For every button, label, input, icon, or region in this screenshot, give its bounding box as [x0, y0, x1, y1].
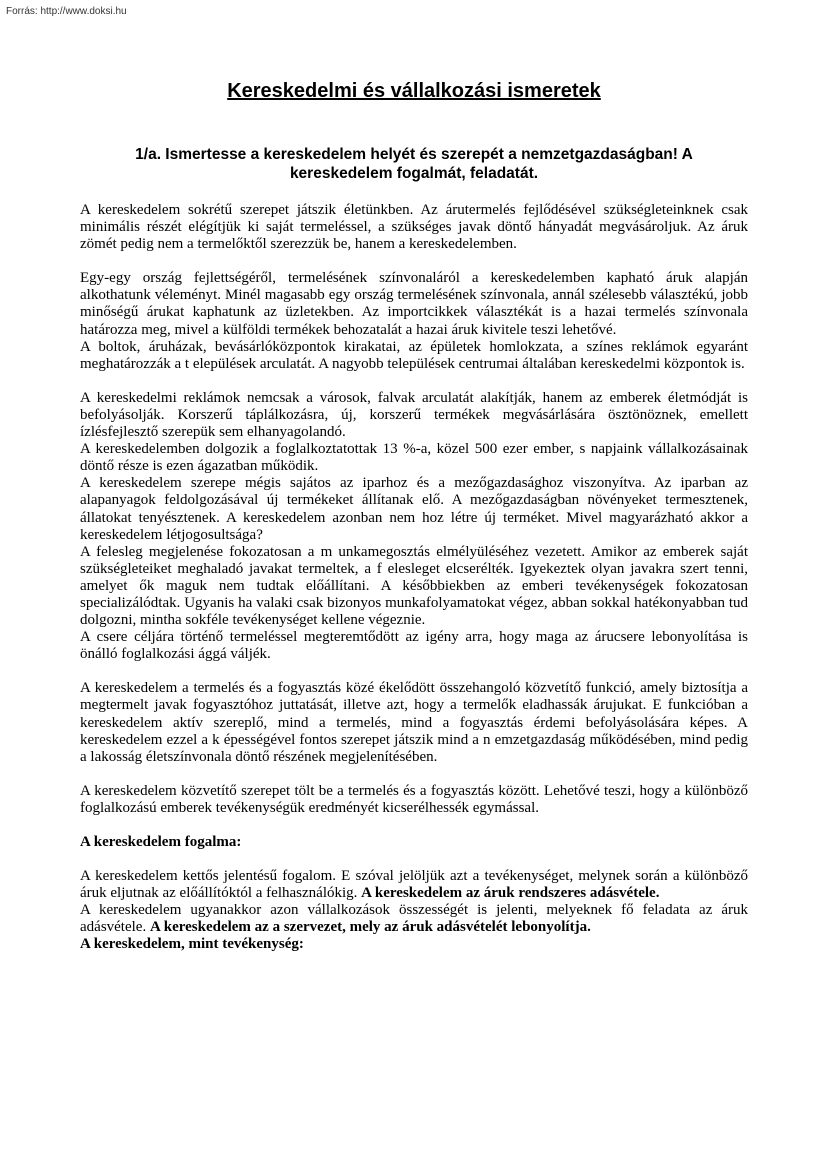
definition-text: A kereskedelem ugyanakkor azon vállalkozások összességét is jelenti, melyeknek fő feladata az áruk adásvétele.	[80, 902, 748, 936]
paragraph: A kereskedelemben dolgozik a foglalkoztatottak 13 %-a, közel 500 ezer ember, s napjaink vállalkozásainak döntő része is ezen ágazatban működik.	[80, 441, 748, 475]
paragraph: A kereskedelmi reklámok nemcsak a városok, falvak arculatát alakítják, hanem az emberek életmódját is befolyásolják. Korszerű táplálkozásra, új, korszerű termékek megvásárlására ösztönöznek, emellett ízlésfejlesztő szerepük sem elhanyagolandó.	[80, 389, 748, 441]
definition-text: A kereskedelem kettős jelentésű fogalom. E szóval jelöljük azt a tevékenységet, melynek során a különböző áruk eljutnak az előállítóktól a felhasználókig.	[80, 868, 748, 902]
paragraph: A kereskedelem a termelés és a fogyasztás közé ékelődött összehangoló közvetítő funkció, amely biztosítja a megtermelt javak fogyasztóhoz juttatását, illetve azt, hogy a termelők eladhassák árujukat. E funkcióban a kereskedelem aktív szereplő, mind a termelés, mind a fogyasztás érdemi befolyásolására képes. A kereskedelem ezzel a k épességével fontos szerepet játszik mind a n emzetgazdaság működésében, mind pedig a lakosság életszínvonala döntő részének megjelenítésében.	[80, 680, 748, 765]
paragraph: A felesleg megjelenése fokozatosan a m unkamegosztás elmélyüléséhez vezetett. Amikor az emberek saját szükségleteiket meghaladó javakat termeltek, a f elesleget elcserélték. Igyekeztek olyan javakra szert tenni, amelyet ők maguk nem tudtak előállítani. A későbbiekben az emberi tevékenységek fokozatosan specializálódtak. Ugyanis ha valaki csak bizonyos munkafolyamatokat végez, abban sokkal hatékonyabban tud dolgozni, mintha sokféle tevékenységet kellene végeznie.	[80, 543, 748, 629]
paragraph: A csere céljára történő termeléssel megteremtődött az igény arra, hogy maga az árucsere lebonyolítása is önálló foglalkozási ággá váljék.	[80, 629, 748, 663]
page-title: Kereskedelmi és vállalkozási ismeretek	[227, 80, 601, 102]
definition-paragraph	[80, 868, 748, 902]
section-heading: A kereskedelem fogalma:	[80, 834, 242, 850]
document-page	[80, 78, 748, 954]
subsection-heading: A kereskedelem, mint tevékenység:	[80, 936, 304, 953]
paragraph: Egy-egy ország fejlettségéről, termelésének színvonaláról a kereskedelemben kapható áruk alapján alkothatunk véleményt. Minél magasabb egy ország termelésének színvonala, annál szélesebb választékú, jobb minőségű árukat kaphatunk az üzletekben. Az importcikkek választékát is a hazai termelés színvonala határozza meg, mivel a külföldi termékek behozatalát a hazai áruk kivitele teszi lehetővé.	[80, 270, 748, 338]
question-heading: 1/a. Ismertesse a kereskedelem helyét és szerepét a nemzetgazdaságban! A kereskedelem fogalmát, feladatát.	[135, 146, 693, 182]
paragraph: A boltok, áruházak, bevásárlóközpontok kirakatai, az épületek homlokzata, a színes reklámok egyaránt meghatározzák a t elepülések arculatát. A nagyobb települések centrumai általában kereskedelmi központok is.	[80, 338, 748, 372]
definition-bold: A kereskedelem az áruk rendszeres adásvétele.	[361, 885, 660, 902]
definition-bold: A kereskedelem az a szervezet, mely az áruk adásvételét lebonyolítja.	[149, 919, 591, 936]
paragraph: A kereskedelem közvetítő szerepet tölt be a termelés és a fogyasztás között. Lehetővé teszi, hogy a különböző foglalkozású emberek tevékenységük eredményét kicserélhessék egymással.	[80, 782, 748, 816]
paragraph: A kereskedelem szerepe mégis sajátos az iparhoz és a mezőgazdasághoz viszonyítva. Az iparban az alapanyagok feldolgozásával új termékeket állítanak elő. A mezőgazdaságban növényeket termesztenek, állatokat tenyésztenek. A kereskedelem azonban nem hoz létre új terméket. Mivel magyarázható akkor a kereskedelem létjogosultsága?	[80, 475, 748, 543]
definition-paragraph	[80, 902, 748, 936]
source-label: Forrás: http://www.doksi.hu	[6, 6, 127, 17]
paragraph: A kereskedelem sokrétű szerepet játszik életünkben. Az árutermelés fejlődésével szükségleteinknek csak minimális részét elégítjük ki saját termeléssel, a szükséges javak döntő hányadát megvásároljuk. Az áruk zömét pedig nem a termelőktől szerezzük be, hanem a kereskedelemben.	[80, 202, 748, 253]
